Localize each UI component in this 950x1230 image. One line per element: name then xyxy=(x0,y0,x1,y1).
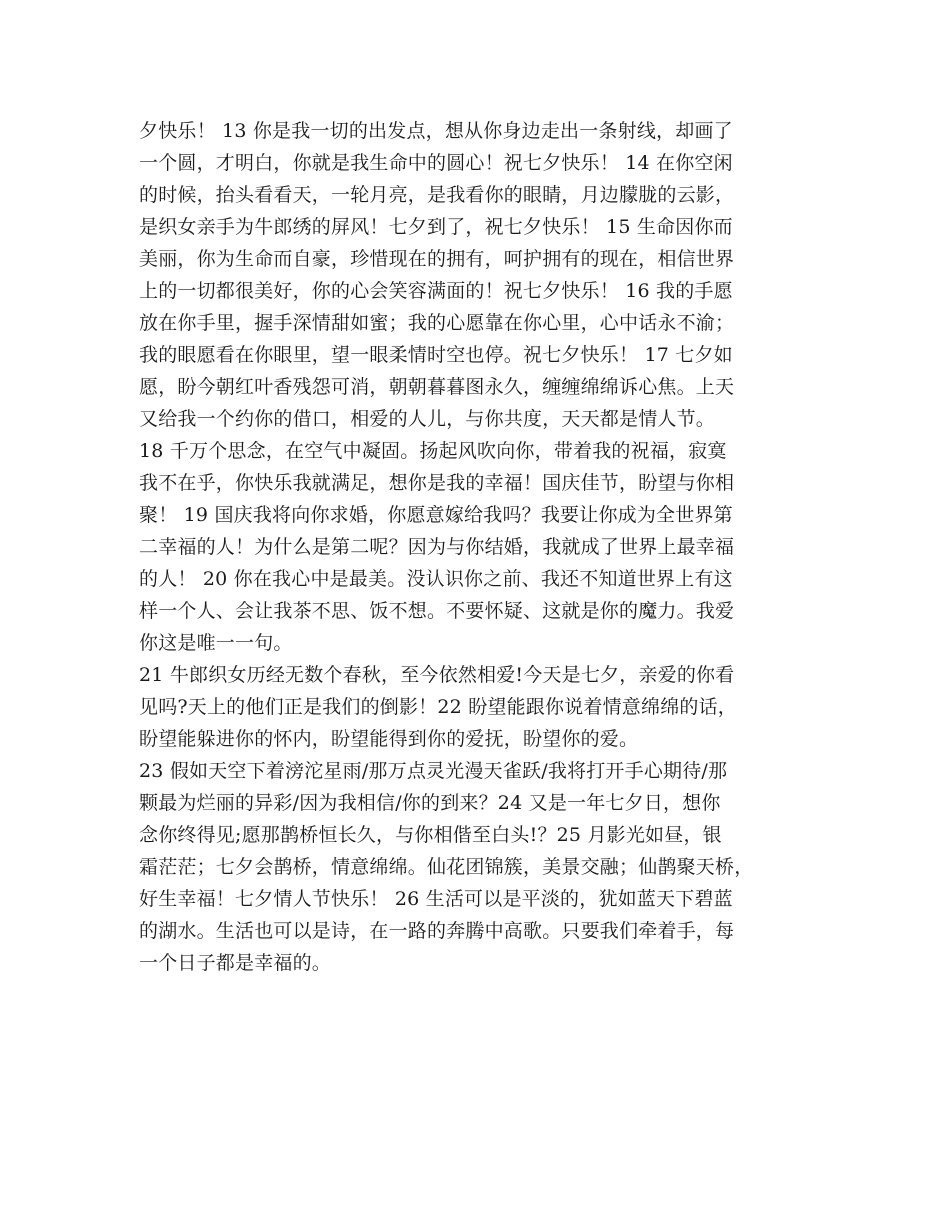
text-line: 见吗?天上的他们正是我们的倒影！22 盼望能跟你说着情意绵绵的话， xyxy=(139,696,738,718)
text-line: 二幸福的人！为什么是第二呢？因为与你结婚，我就成了世界上最幸福 xyxy=(139,536,735,558)
text-line: 颗最为烂丽的异彩/因为我相信/你的到来？24 又是一年七夕日，想你 xyxy=(139,792,721,814)
text-line: 聚！ 19 国庆我将向你求婚，你愿意嫁给我吗？我要让你成为全世界第 xyxy=(139,504,733,526)
text-line: 放在你手里，握手深情甜如蜜；我的心愿靠在你心里，心中话永不渝； xyxy=(139,312,735,334)
text-line: 好生幸福！七夕情人节快乐！ 26 生活可以是平淡的，犹如蓝天下碧蓝 xyxy=(139,888,733,910)
text-line: 盼望能躲进你的怀内，盼望能得到你的爱抚，盼望你的爱。 xyxy=(139,728,639,750)
text-line: 又给我一个约你的借口，相爱的人儿，与你共度，天天都是情人节。 xyxy=(139,408,716,430)
text-line: 的湖水。生活也可以是诗，在一路的奔腾中高歌。只要我们牵着手，每 xyxy=(139,920,735,942)
text-line: 的人！ 20 你在我心中是最美。没认识你之前、我还不知道世界上有这 xyxy=(139,568,733,590)
text-line: 愿，盼今朝红叶香残怨可消，朝朝暮暮图永久，缠缠绵绵诉心焦。上天 xyxy=(139,376,735,398)
text-line: 上的一切都很美好，你的心会笑容满面的！祝七夕快乐！ 16 我的手愿 xyxy=(139,280,733,302)
text-line: 我的眼愿看在你眼里，望一眼柔情时空也停。祝七夕快乐！ 17 七夕如 xyxy=(139,344,733,366)
text-line: 我不在乎，你快乐我就满足，想你是我的幸福！国庆佳节，盼望与你相 xyxy=(139,472,735,494)
text-line: 23 假如天空下着滂沱星雨/那万点灵光漫天雀跃/我将打开手心期待/那 xyxy=(139,760,728,782)
text-line: 21 牛郎织女历经无数个春秋，至今依然相爱!今天是七夕，亲爱的你看 xyxy=(139,664,735,686)
text-line: 夕快乐！ 13 你是我一切的出发点，想从你身边走出一条射线，却画了 xyxy=(139,120,733,142)
text-line: 霜茫茫；七夕会鹊桥，情意绵绵。仙花团锦簇，美景交融；仙鹊聚天桥， xyxy=(139,856,754,878)
text-line: 美丽，你为生命而自豪，珍惜现在的拥有，呵护拥有的现在，相信世界 xyxy=(139,248,735,270)
text-line: 的时候，抬头看看天，一轮月亮，是我看你的眼睛，月边朦胧的云影， xyxy=(139,184,735,206)
text-line: 样一个人、会让我茶不思、饭不想。不要怀疑、这就是你的魔力。我爱 xyxy=(139,600,735,622)
text-line: 一个日子都是幸福的。 xyxy=(139,952,332,974)
body-text xyxy=(139,115,839,979)
text-line: 一个圆，才明白，你就是我生命中的圆心！祝七夕快乐！ 14 在你空闲 xyxy=(139,152,733,174)
text-line: 18 千万个思念，在空气中凝固。扬起风吹向你，带着我的祝福，寂寞 xyxy=(139,440,727,462)
text-line: 你这是唯一一句。 xyxy=(139,632,293,654)
text-line: 是织女亲手为牛郎绣的屏风！七夕到了，祝七夕快乐！ 15 生命因你而 xyxy=(139,216,733,238)
text-line: 念你终得见;愿那鹊桥恒长久，与你相偕至白头!？25 月影光如昼，银 xyxy=(139,824,722,846)
